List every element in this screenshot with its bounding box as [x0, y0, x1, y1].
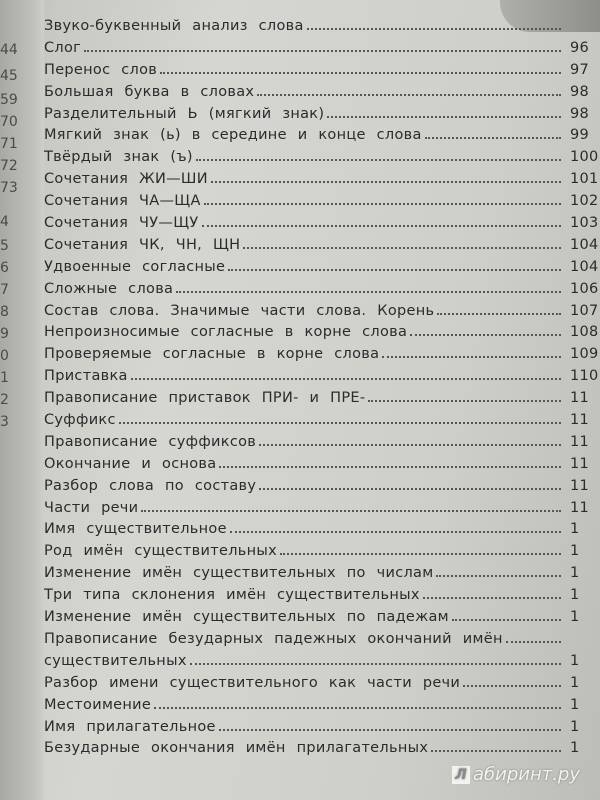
- toc-row: [44, 106, 600, 128]
- toc-row: [44, 281, 600, 303]
- toc-title: Сочетания ЧУ—ЩУ: [44, 215, 199, 232]
- toc-page-number: 98: [570, 105, 590, 122]
- previous-page-number: 45: [0, 68, 18, 84]
- toc-dot-leader: [204, 201, 561, 205]
- toc-row: [44, 149, 600, 171]
- toc-page-number: 1: [570, 652, 580, 669]
- toc-dot-leader: [84, 48, 561, 52]
- toc-page-number: 100: [570, 149, 599, 166]
- toc-page-number: 1: [570, 587, 580, 604]
- toc-row: [44, 390, 600, 412]
- toc-dot-leader: [423, 595, 561, 599]
- toc-dot-leader: [436, 573, 561, 577]
- toc-page-number: 1: [570, 718, 580, 735]
- toc-title: Правописание приставок ПРИ- и ПРЕ-: [44, 390, 366, 407]
- toc-dot-leader: [211, 179, 561, 183]
- toc-dot-leader: [190, 661, 561, 665]
- toc-page-number: 11: [570, 455, 590, 472]
- toc-page-number: 1: [570, 565, 580, 582]
- toc-row: [44, 565, 600, 587]
- toc-title: Имя прилагательное: [44, 718, 216, 735]
- toc-dot-leader: [202, 223, 561, 227]
- toc-title: Сочетания ЧК, ЧН, ЩН: [44, 236, 241, 253]
- previous-page-number: 0: [0, 348, 9, 364]
- toc-dot-leader: [327, 114, 561, 118]
- previous-page-number: 7: [0, 282, 9, 298]
- toc-title: Местоимение: [44, 696, 152, 713]
- toc-title: Удвоенные согласные: [44, 258, 226, 275]
- toc-row: [44, 675, 600, 697]
- toc-dot-leader: [307, 26, 561, 30]
- toc-title: Перенос слов: [44, 61, 158, 78]
- toc-row: [44, 215, 600, 237]
- toc-title: Окончание и основа: [44, 455, 217, 472]
- toc-dot-leader: [131, 376, 561, 380]
- toc-title: Суффикс: [44, 412, 116, 429]
- toc-title: Безударные окончания имён прилагательных: [44, 740, 429, 757]
- toc-page-number: 109: [570, 346, 599, 363]
- toc-dot-leader: [382, 354, 561, 358]
- toc-dot-leader: [463, 683, 561, 687]
- toc-page-number: 106: [570, 280, 599, 297]
- toc-page-number: 110: [570, 368, 599, 385]
- watermark-text: абиринт.ру: [473, 764, 581, 785]
- toc-page-number: 11: [570, 412, 590, 429]
- table-of-contents: [44, 18, 600, 762]
- page-gutter: [30, 0, 44, 800]
- toc-row: [44, 631, 600, 653]
- toc-title: Изменение имён существительных по падежам: [44, 609, 449, 626]
- toc-title: Сложные слова: [44, 280, 174, 297]
- toc-row: [44, 434, 600, 456]
- toc-title: Сочетания ЖИ—ШИ: [44, 171, 208, 188]
- previous-page-number: 1: [0, 370, 9, 386]
- toc-page-number: 1: [570, 696, 580, 713]
- toc-dot-leader: [437, 311, 561, 315]
- toc-page-number: 101: [570, 171, 599, 188]
- toc-page-number: 11: [570, 433, 590, 450]
- toc-row: [44, 697, 600, 719]
- toc-row: [44, 719, 600, 741]
- toc-dot-leader: [257, 92, 561, 96]
- toc-dot-leader: [219, 464, 561, 468]
- toc-row: [44, 237, 600, 259]
- toc-title: Три типа склонения имён существительных: [44, 587, 420, 604]
- toc-dot-leader: [506, 639, 561, 643]
- previous-page-number: 71: [0, 136, 18, 152]
- previous-page-number: 9: [0, 326, 9, 342]
- toc-dot-leader: [410, 332, 561, 336]
- toc-dot-leader: [141, 508, 561, 512]
- previous-page-number: 4: [0, 214, 9, 230]
- toc-title: Слог: [44, 39, 82, 56]
- toc-dot-leader: [196, 157, 561, 161]
- toc-row: [44, 346, 600, 368]
- toc-row: [44, 609, 600, 631]
- toc-row: [44, 84, 600, 106]
- toc-page-number: 11: [570, 499, 590, 516]
- toc-dot-leader: [228, 267, 561, 271]
- toc-row: [44, 127, 600, 149]
- previous-page-number: 2: [0, 392, 9, 408]
- toc-page-number: 11: [570, 477, 590, 494]
- toc-row: [44, 653, 600, 675]
- toc-row: [44, 740, 600, 762]
- toc-dot-leader: [259, 486, 561, 490]
- toc-page-number: 104: [570, 236, 599, 253]
- toc-page-number: 11: [570, 390, 590, 407]
- toc-title: Сочетания ЧА—ЩА: [44, 193, 201, 210]
- toc-title: Правописание суффиксов: [44, 433, 257, 450]
- toc-dot-leader: [431, 748, 561, 752]
- toc-row: [44, 521, 600, 543]
- toc-dot-leader: [160, 70, 561, 74]
- toc-dot-leader: [452, 617, 561, 621]
- previous-page-number: 73: [0, 180, 18, 196]
- toc-dot-leader: [243, 245, 561, 249]
- toc-page-number: 1: [570, 521, 580, 538]
- toc-page-number: 104: [570, 258, 599, 275]
- toc-dot-leader: [368, 398, 561, 402]
- toc-title: Твёрдый знак (ъ): [44, 149, 193, 166]
- toc-page-number: 99: [570, 127, 590, 144]
- toc-title: Звуко-буквенный анализ слова: [44, 18, 304, 34]
- toc-title: Непроизносимые согласные в корне слова: [44, 324, 408, 341]
- toc-row: [44, 324, 600, 346]
- toc-title: Правописание безударных падежных окончаний имён: [44, 630, 503, 647]
- toc-title: Разбор слова по составу: [44, 477, 257, 494]
- previous-page-number: 5: [0, 238, 9, 254]
- previous-page-number: 6: [0, 260, 9, 276]
- toc-page-number: 98: [570, 83, 590, 100]
- toc-page-number: 96: [570, 39, 590, 56]
- watermark: [452, 764, 580, 785]
- toc-page-number: 103: [570, 215, 599, 232]
- previous-page-number: 72: [0, 158, 18, 174]
- toc-row: [44, 193, 600, 215]
- toc-dot-leader: [280, 551, 561, 555]
- toc-title: Части речи: [44, 499, 139, 516]
- previous-page-number: 3: [0, 414, 9, 430]
- toc-row: [44, 500, 600, 522]
- toc-row: [44, 171, 600, 193]
- toc-title: существительных: [44, 652, 187, 669]
- toc-title: Разбор имени существительного как части речи: [44, 674, 461, 691]
- toc-row: [44, 412, 600, 434]
- toc-row: [44, 303, 600, 325]
- toc-page-number: 1: [570, 543, 580, 560]
- toc-title: Проверяемые согласные в корне слова: [44, 346, 380, 363]
- toc-title: Разделительный Ь (мягкий знак): [44, 105, 325, 122]
- toc-dot-leader: [154, 705, 561, 709]
- toc-row: [44, 478, 600, 500]
- toc-page-number: 1: [570, 674, 580, 691]
- previous-page-number: 44: [0, 42, 18, 58]
- toc-dot-leader: [219, 727, 561, 731]
- toc-title: Приставка: [44, 368, 128, 385]
- toc-title: Род имён существительных: [44, 543, 278, 560]
- toc-page-number: 1: [570, 740, 580, 757]
- toc-row: [44, 368, 600, 390]
- toc-title: Мягкий знак (ь) в середине и конце слова: [44, 127, 422, 144]
- toc-row: [44, 456, 600, 478]
- previous-page-number: 59: [0, 92, 18, 108]
- toc-row: [44, 62, 600, 84]
- toc-row: [44, 40, 600, 62]
- toc-page-number: 1: [570, 609, 580, 626]
- toc-page-number: 102: [570, 193, 599, 210]
- toc-title: Имя существительное: [44, 521, 227, 538]
- toc-page-number: 97: [570, 61, 590, 78]
- toc-title: Большая буква в словах: [44, 83, 255, 100]
- toc-page-number: 107: [570, 302, 599, 319]
- toc-dot-leader: [119, 420, 561, 424]
- toc-page-number: 108: [570, 324, 599, 341]
- toc-row: [44, 18, 600, 40]
- toc-title: Состав слова. Значимые части слова. Корень: [44, 302, 435, 319]
- toc-row: [44, 259, 600, 281]
- watermark-logo-icon: Л: [452, 766, 470, 784]
- toc-dot-leader: [425, 135, 561, 139]
- toc-dot-leader: [230, 529, 561, 533]
- toc-row: [44, 587, 600, 609]
- toc-dot-leader: [259, 442, 561, 446]
- previous-page-number: 8: [0, 304, 9, 320]
- previous-page-number: 70: [0, 114, 18, 130]
- toc-dot-leader: [176, 289, 561, 293]
- toc-title: Изменение имён существительных по числам: [44, 565, 434, 582]
- toc-row: [44, 543, 600, 565]
